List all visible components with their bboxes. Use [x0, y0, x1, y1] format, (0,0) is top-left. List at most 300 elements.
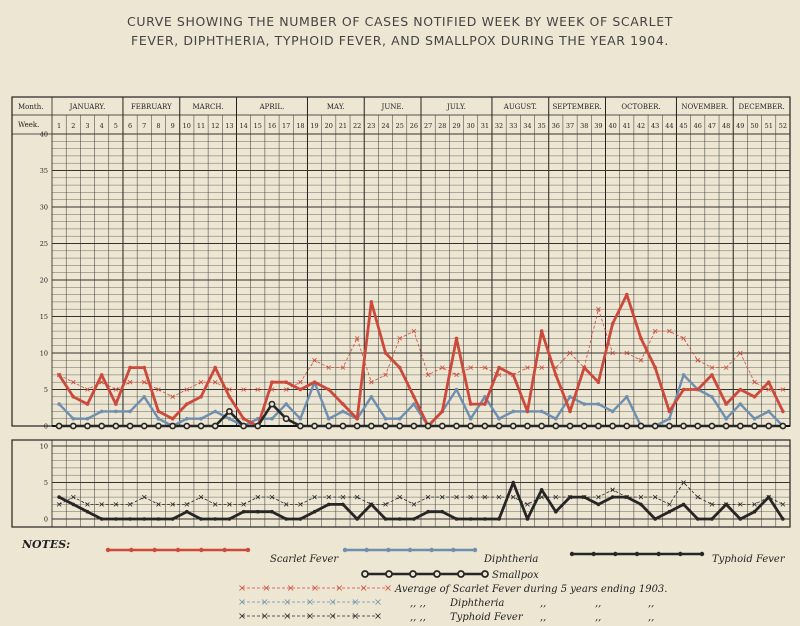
smallpox-series-point [355, 423, 360, 428]
scarlet-series-point [611, 322, 615, 326]
scarlet-series-point [526, 410, 530, 414]
scarlet-series-point [242, 417, 246, 421]
legend-diphtheria-marker [429, 548, 433, 552]
month-name: APRIL. [259, 103, 285, 111]
legend-label-typhoid: Typhoid Fever [712, 554, 785, 565]
legend-label-avg-scarlet: Average of Scarlet Fever during 5 years ending 1903. [395, 584, 668, 595]
legend-avg-typhoid-marker [376, 614, 381, 619]
typhoid-series-point [753, 510, 757, 514]
diphtheria-series-point [100, 410, 104, 414]
typhoid-series-point [100, 517, 104, 521]
smallpox-series-point [596, 423, 601, 428]
legend-smallpox-marker [410, 571, 416, 577]
y-tick-label: 35 [39, 167, 48, 175]
month-name: OCTOBER. [621, 103, 661, 111]
scarlet-series-point [370, 300, 374, 304]
smallpox-series-point [241, 423, 246, 428]
typhoid-series-point [270, 510, 274, 514]
smallpox-series-point [724, 423, 729, 428]
scarlet-series-point [455, 337, 459, 341]
smallpox-series-point [482, 423, 487, 428]
smallpox-series-point [56, 423, 61, 428]
week-number: 1 [57, 122, 62, 130]
legend-typhoid-marker [656, 552, 660, 556]
diphtheria-series-point [284, 402, 288, 406]
diphtheria-series-point [384, 417, 388, 421]
diphtheria-series-point [86, 417, 90, 421]
legend-diphtheria-marker [386, 548, 390, 552]
diphtheria-series-point [370, 395, 374, 399]
scarlet-series-point [157, 410, 161, 414]
scarlet-series-point [469, 402, 473, 406]
smallpox-series-point [738, 423, 743, 428]
typhoid-series-point [355, 517, 359, 521]
legend-ditto-3: ,, [648, 598, 655, 609]
week-number: 33 [509, 122, 518, 130]
smallpox-series-point [198, 423, 203, 428]
typhoid-series-point [455, 517, 459, 521]
scarlet-series-point [128, 366, 132, 370]
legend-label-diphtheria: Diphtheria [484, 554, 539, 565]
week-number: 38 [580, 122, 589, 130]
legend-diphtheria-marker [473, 548, 477, 552]
y-tick-label: 0 [43, 422, 48, 431]
month-name: JANUARY. [69, 103, 106, 111]
typhoid-series-point [568, 495, 572, 499]
scarlet-series-point [398, 366, 402, 370]
week-number: 43 [651, 122, 660, 130]
smallpox-series-point [85, 423, 90, 428]
diphtheria-series-point [341, 410, 345, 414]
typhoid-series-point [256, 510, 260, 514]
smallpox-series-point [539, 423, 544, 428]
typhoid-series-point [597, 503, 601, 507]
week-number: 46 [693, 122, 702, 130]
week-number: 32 [494, 122, 504, 130]
legend-smallpox-marker [386, 571, 392, 577]
diphtheria-series-point [568, 395, 572, 399]
diphtheria-series-point [228, 417, 232, 421]
smallpox-series-point [269, 402, 274, 407]
legend-diphtheria-marker [343, 548, 347, 552]
typhoid-series-point [71, 503, 75, 507]
week-number: 45 [679, 122, 688, 130]
diphtheria-series-point [213, 410, 217, 414]
diphtheria-series-point [724, 417, 728, 421]
smallpox-series-point [312, 423, 317, 428]
legend-ditto-6: ,, [648, 612, 655, 623]
scarlet-series-point [327, 388, 331, 392]
legend-diphtheria-marker [364, 548, 368, 552]
week-number: 35 [537, 122, 546, 130]
smallpox-series-point [284, 416, 289, 421]
legend-diphtheria-marker [408, 548, 412, 552]
week-number: 16 [267, 122, 277, 130]
smallpox-series-point [553, 423, 558, 428]
smallpox-series-point [184, 423, 189, 428]
smallpox-series-point [468, 423, 473, 428]
scarlet-series-point [696, 388, 700, 392]
scarlet-series-point [185, 402, 189, 406]
scarlet-series-point [299, 388, 303, 392]
week-number: 14 [239, 122, 248, 130]
legend-ditto-typhoid: ,, ,, [410, 612, 426, 623]
diphtheria-series-point [71, 417, 75, 421]
week-number: 15 [253, 122, 262, 130]
diphtheria-series-point [455, 388, 459, 392]
legend-scarlet-marker [106, 548, 110, 552]
scarlet-series-point [568, 410, 572, 414]
typhoid-series-point [86, 510, 90, 514]
scarlet-series-point [213, 366, 217, 370]
typhoid-series-point [483, 517, 487, 521]
typhoid-series-point [228, 517, 232, 521]
smallpox-series-point [610, 423, 615, 428]
typhoid-series-point [185, 510, 189, 514]
diphtheria-series-point [554, 417, 558, 421]
smallpox-series-point [709, 423, 714, 428]
typhoid-series-point [213, 517, 217, 521]
scarlet-series-point [228, 395, 232, 399]
scarlet-series-point [554, 373, 558, 377]
scarlet-series-point [412, 395, 416, 399]
week-number: 22 [352, 122, 362, 130]
smallpox-series-point [99, 423, 104, 428]
notes-heading: NOTES: [22, 538, 71, 551]
week-number: 52 [778, 122, 788, 130]
typhoid-series-point [668, 510, 672, 514]
smallpox-series-point [255, 423, 260, 428]
legend-ditto-5: ,, [595, 612, 602, 623]
week-number: 25 [395, 122, 404, 130]
typhoid-series-point [313, 510, 317, 514]
typhoid-series-point [469, 517, 473, 521]
smallpox-series-point [383, 423, 388, 428]
typhoid-series-point [440, 510, 444, 514]
week-number: 37 [565, 122, 575, 130]
legend-scarlet-marker [222, 548, 226, 552]
y-tick-label: 25 [39, 240, 48, 248]
week-number: 40 [608, 122, 617, 130]
week-number: 21 [338, 122, 348, 130]
scarlet-series-point [710, 373, 714, 377]
month-label: Month. [18, 103, 44, 111]
week-number: 50 [750, 122, 759, 130]
smallpox-series-point [411, 423, 416, 428]
diphtheria-series-point [611, 410, 615, 414]
typhoid-series-point [370, 503, 374, 507]
week-number: 13 [225, 122, 234, 130]
legend-avg-scarlet-marker [361, 586, 366, 591]
diphtheria-series-point [469, 417, 473, 421]
scarlet-series-point [483, 402, 487, 406]
legend-ditto-2: ,, [595, 598, 602, 609]
week-number: 19 [310, 122, 319, 130]
legend-label-avg-diphtheria: Diphtheria [450, 598, 505, 609]
week-number: 34 [523, 122, 532, 130]
scarlet-series-point [724, 402, 728, 406]
month-name: JUNE. [381, 103, 404, 111]
legend-typhoid-marker [635, 552, 639, 556]
smallpox-series-point [113, 423, 118, 428]
smallpox-series-point [340, 423, 345, 428]
smallpox-series-point [369, 423, 374, 428]
scarlet-series-point [71, 395, 75, 399]
diphtheria-series-point [327, 417, 331, 421]
typhoid-series-point [284, 517, 288, 521]
week-number: 11 [196, 122, 206, 130]
smallpox-series-point [298, 423, 303, 428]
smallpox-series-point [397, 423, 402, 428]
smallpox-series-point [227, 409, 232, 414]
smallpox-series-point [695, 423, 700, 428]
legend-scarlet-marker [176, 548, 180, 552]
y-tick-label: 20 [39, 276, 48, 285]
week-number: 31 [480, 122, 490, 130]
smallpox-series-point [511, 423, 516, 428]
scarlet-series-point [497, 366, 501, 370]
legend-avg-scarlet-marker [386, 586, 391, 591]
y-tick-label-lower: 10 [39, 442, 48, 451]
typhoid-series-point [299, 517, 303, 521]
legend-label-scarlet: Scarlet Fever [270, 554, 339, 565]
week-number: 41 [622, 122, 631, 130]
scarlet-series-point [440, 410, 444, 414]
smallpox-series-point [525, 423, 530, 428]
diphtheria-series-point [157, 417, 161, 421]
smallpox-series-point [156, 423, 161, 428]
week-label: Week. [18, 121, 40, 129]
week-number: 9 [170, 122, 175, 130]
typhoid-series-point [157, 517, 161, 521]
chart-frame-upper [12, 97, 790, 426]
diphtheria-series-point [398, 417, 402, 421]
typhoid-series-point [142, 517, 146, 521]
scarlet-series-point [739, 388, 743, 392]
scarlet-series-point [582, 366, 586, 370]
typhoid-series-point [511, 481, 515, 485]
typhoid-series-point [199, 517, 203, 521]
diphtheria-series-point [57, 402, 61, 406]
scarlet-series-point [639, 337, 643, 341]
scarlet-series-point [781, 410, 785, 414]
scarlet-series-point [653, 366, 657, 370]
typhoid-series-point [540, 488, 544, 492]
scarlet-series-point [313, 380, 317, 384]
typhoid-series-point [242, 510, 246, 514]
smallpox-series-point [454, 423, 459, 428]
diphtheria-series-point [597, 402, 601, 406]
week-number: 3 [85, 122, 90, 130]
diphtheria-series-point [128, 410, 132, 414]
legend-typhoid-marker [678, 552, 682, 556]
typhoid-series-point [426, 510, 430, 514]
chart-title-line-2: FEVER, DIPHTHERIA, TYPHOID FEVER, AND SMALLPOX DURING THE YEAR 1904. [131, 33, 669, 48]
smallpox-series-point [638, 423, 643, 428]
scarlet-series-point [199, 395, 203, 399]
scarlet-series-point [171, 417, 175, 421]
typhoid-series-point [497, 517, 501, 521]
week-number: 49 [736, 122, 745, 130]
typhoid-series-point [611, 495, 615, 499]
smallpox-series-point [780, 423, 785, 428]
diphtheria-series-point [710, 395, 714, 399]
diphtheria-series-point [185, 417, 189, 421]
diphtheria-series-point [625, 395, 629, 399]
typhoid-series-point [384, 517, 388, 521]
scarlet-series-point [597, 380, 601, 384]
legend-typhoid-marker [570, 552, 574, 556]
month-name: AUGUST. [503, 103, 537, 111]
typhoid-series-point [639, 503, 643, 507]
chart-frame-lower [12, 440, 790, 527]
legend-avg-diphtheria-marker [376, 600, 381, 605]
smallpox-series-point [667, 423, 672, 428]
week-number: 48 [721, 122, 731, 130]
smallpox-series-point [582, 423, 587, 428]
scarlet-series-point [668, 410, 672, 414]
legend-typhoid-marker [591, 552, 595, 556]
typhoid-series-point [114, 517, 118, 521]
typhoid-series-point [57, 495, 61, 499]
diphtheria-series-point [767, 410, 771, 414]
diphtheria-series-point [511, 410, 515, 414]
smallpox-series-point [170, 423, 175, 428]
scarlet-series-point [753, 395, 757, 399]
scarlet-series-point [540, 329, 544, 333]
smallpox-series-point [440, 423, 445, 428]
smallpox-series-point [142, 423, 147, 428]
smallpox-series-point [326, 423, 331, 428]
week-number: 17 [282, 122, 291, 130]
legend-scarlet-marker [152, 548, 156, 552]
legend-ditto-diphtheria: ,, ,, [410, 598, 426, 609]
scarlet-series-point [57, 373, 61, 377]
legend-smallpox-marker [458, 571, 464, 577]
diphtheria-series-point [682, 373, 686, 377]
month-name: FEBRUARY [130, 103, 172, 111]
legend-smallpox-marker [482, 571, 488, 577]
typhoid-series-point [767, 495, 771, 499]
diphtheria-series-point [270, 417, 274, 421]
typhoid-series-point [582, 495, 586, 499]
week-number: 23 [367, 122, 376, 130]
smallpox-series-point [653, 423, 658, 428]
smallpox-series-point [127, 423, 132, 428]
typhoid-series-point [625, 495, 629, 499]
legend-label-smallpox: Smallpox [492, 570, 539, 581]
typhoid-series-point [781, 517, 785, 521]
week-number: 42 [636, 122, 646, 130]
diphtheria-series-point [199, 417, 203, 421]
scarlet-series-point [341, 402, 345, 406]
legend-ditto-1: ,, [540, 598, 547, 609]
legend-typhoid-marker [700, 552, 704, 556]
smallpox-series-point [496, 423, 501, 428]
typhoid-series-point [682, 503, 686, 507]
month-name: MAY. [326, 103, 345, 111]
legend-typhoid-marker [613, 552, 617, 556]
diphtheria-series-point [668, 417, 672, 421]
smallpox-series-point [766, 423, 771, 428]
typhoid-series-point [739, 517, 743, 521]
scarlet-series-point [270, 380, 274, 384]
week-number: 8 [156, 122, 161, 130]
typhoid-series-point [171, 517, 175, 521]
legend-smallpox-marker [434, 571, 440, 577]
week-number: 36 [551, 122, 560, 130]
typhoid-series-point [710, 517, 714, 521]
typhoid-series-point [724, 503, 728, 507]
week-number: 2 [71, 122, 76, 130]
y-tick-label: 5 [43, 386, 48, 394]
y-tick-label: 10 [39, 349, 48, 358]
legend-scarlet-marker [199, 548, 203, 552]
scarlet-series-point [100, 373, 104, 377]
week-number: 18 [296, 122, 305, 130]
typhoid-series-point [554, 510, 558, 514]
diphtheria-series-point [497, 417, 501, 421]
diphtheria-series-point [540, 410, 544, 414]
diphtheria-series-point [142, 395, 146, 399]
week-number: 28 [438, 122, 447, 130]
week-number: 6 [127, 122, 133, 130]
smallpox-series-point [213, 423, 218, 428]
typhoid-series-point [341, 503, 345, 507]
smallpox-series-point [567, 423, 572, 428]
smallpox-series-point [624, 423, 629, 428]
week-number: 7 [142, 122, 147, 130]
week-number: 27 [423, 122, 433, 130]
smallpox-series-point [71, 423, 76, 428]
month-name: NOVEMBER. [681, 103, 729, 111]
typhoid-series-point [526, 517, 530, 521]
legend-ditto-4: ,, [540, 612, 547, 623]
y-tick-label-lower: 5 [43, 479, 48, 487]
scarlet-series-point [114, 402, 118, 406]
diphtheria-series-point [299, 417, 303, 421]
month-name: MARCH. [192, 103, 224, 111]
y-tick-label: 40 [39, 130, 48, 139]
y-tick-label: 15 [39, 313, 48, 321]
week-number: 20 [324, 122, 333, 130]
week-number: 30 [466, 122, 475, 130]
scarlet-series-point [86, 402, 90, 406]
week-number: 26 [409, 122, 419, 130]
typhoid-series-point [412, 517, 416, 521]
diphtheria-series-point [753, 417, 757, 421]
typhoid-series-point [653, 517, 657, 521]
diphtheria-series-point [739, 402, 743, 406]
smallpox-series-point [425, 423, 430, 428]
month-name: SEPTEMBER. [552, 103, 602, 111]
smallpox-series-point [752, 423, 757, 428]
smallpox-series-point [681, 423, 686, 428]
scarlet-series-point [767, 380, 771, 384]
week-number: 12 [211, 122, 220, 130]
diphtheria-series-point [412, 402, 416, 406]
legend-diphtheria-marker [451, 548, 455, 552]
legend-scarlet-marker [129, 548, 133, 552]
diphtheria-series-point [114, 410, 118, 414]
legend-label-avg-typhoid: Typhoid Fever [450, 612, 523, 623]
scarlet-series-point [355, 417, 359, 421]
scarlet-series-point [384, 351, 388, 355]
typhoid-series-point [128, 517, 132, 521]
week-number: 5 [113, 122, 118, 130]
scarlet-series-point [682, 388, 686, 392]
week-number: 47 [707, 122, 717, 130]
